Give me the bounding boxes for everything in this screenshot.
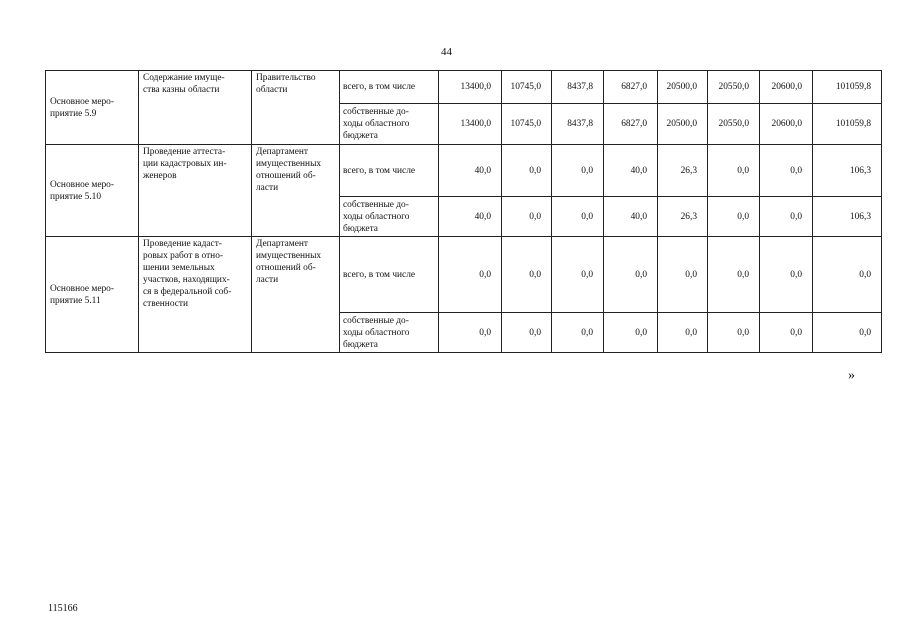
funding-label: собственные до- ходы областного бюджета xyxy=(340,197,439,237)
page-number: 44 xyxy=(441,46,452,58)
event-executor-5-10: Департамент имущественных отношений об- ласти xyxy=(252,145,340,237)
event-name-5-11: Основное меро- приятие 5.11 xyxy=(46,237,139,353)
funding-label: всего, в том числе xyxy=(340,145,439,197)
value-cell: 0,0 xyxy=(708,145,760,197)
event-content-5-9: Содержание имуще- ства казны области xyxy=(139,71,252,145)
table-row xyxy=(46,237,882,313)
total-cell: 106,3 xyxy=(813,145,882,197)
value-cell: 8437,8 xyxy=(552,71,604,104)
value-cell: 0,0 xyxy=(552,237,604,313)
value-cell: 40,0 xyxy=(439,197,502,237)
total-cell: 0,0 xyxy=(813,237,882,313)
value-cell: 0,0 xyxy=(552,145,604,197)
value-cell: 0,0 xyxy=(760,197,813,237)
value-cell: 0,0 xyxy=(502,197,552,237)
budget-table xyxy=(45,70,882,353)
value-cell: 0,0 xyxy=(502,313,552,353)
value-cell: 0,0 xyxy=(439,237,502,313)
value-cell: 8437,8 xyxy=(552,104,604,145)
value-cell: 0,0 xyxy=(658,237,708,313)
value-cell: 0,0 xyxy=(502,145,552,197)
funding-label: собственные до- ходы областного бюджета xyxy=(340,104,439,145)
value-cell: 0,0 xyxy=(658,313,708,353)
funding-label: всего, в том числе xyxy=(340,71,439,104)
funding-label: собственные до- ходы областного бюджета xyxy=(340,313,439,353)
value-cell: 20500,0 xyxy=(658,104,708,145)
value-cell: 20600,0 xyxy=(760,71,813,104)
event-executor-5-9: Правительство области xyxy=(252,71,340,145)
closing-quote: » xyxy=(848,368,855,383)
event-content-5-10: Проведение аттеста- ции кадастровых ин- женеров xyxy=(139,145,252,237)
value-cell: 10745,0 xyxy=(502,104,552,145)
value-cell: 0,0 xyxy=(760,313,813,353)
table-row xyxy=(46,71,882,104)
event-executor-5-11: Департамент имущественных отношений об- ласти xyxy=(252,237,340,353)
value-cell: 0,0 xyxy=(439,313,502,353)
value-cell: 40,0 xyxy=(604,197,658,237)
funding-label: всего, в том числе xyxy=(340,237,439,313)
value-cell: 26,3 xyxy=(658,197,708,237)
value-cell: 0,0 xyxy=(604,237,658,313)
event-content-5-11: Проведение кадаст- ровых работ в отно- шении земельных участков, находящих- ся в федеральной соб- ственности xyxy=(139,237,252,353)
value-cell: 0,0 xyxy=(604,313,658,353)
value-cell: 13400,0 xyxy=(439,71,502,104)
total-cell: 106,3 xyxy=(813,197,882,237)
event-name-5-10: Основное меро- приятие 5.10 xyxy=(46,145,139,237)
value-cell: 0,0 xyxy=(502,237,552,313)
table-row xyxy=(46,145,882,197)
value-cell: 13400,0 xyxy=(439,104,502,145)
value-cell: 20550,0 xyxy=(708,104,760,145)
document-code: 115166 xyxy=(48,603,78,614)
value-cell: 6827,0 xyxy=(604,104,658,145)
value-cell: 0,0 xyxy=(708,197,760,237)
value-cell: 0,0 xyxy=(760,145,813,197)
value-cell: 0,0 xyxy=(760,237,813,313)
value-cell: 0,0 xyxy=(552,313,604,353)
value-cell: 0,0 xyxy=(708,313,760,353)
value-cell: 20500,0 xyxy=(658,71,708,104)
total-cell: 0,0 xyxy=(813,313,882,353)
value-cell: 20550,0 xyxy=(708,71,760,104)
total-cell: 101059,8 xyxy=(813,71,882,104)
value-cell: 10745,0 xyxy=(502,71,552,104)
event-name-5-9: Основное меро- приятие 5.9 xyxy=(46,71,139,145)
value-cell: 40,0 xyxy=(439,145,502,197)
value-cell: 26,3 xyxy=(658,145,708,197)
total-cell: 101059,8 xyxy=(813,104,882,145)
value-cell: 6827,0 xyxy=(604,71,658,104)
value-cell: 40,0 xyxy=(604,145,658,197)
value-cell: 0,0 xyxy=(708,237,760,313)
value-cell: 20600,0 xyxy=(760,104,813,145)
value-cell: 0,0 xyxy=(552,197,604,237)
